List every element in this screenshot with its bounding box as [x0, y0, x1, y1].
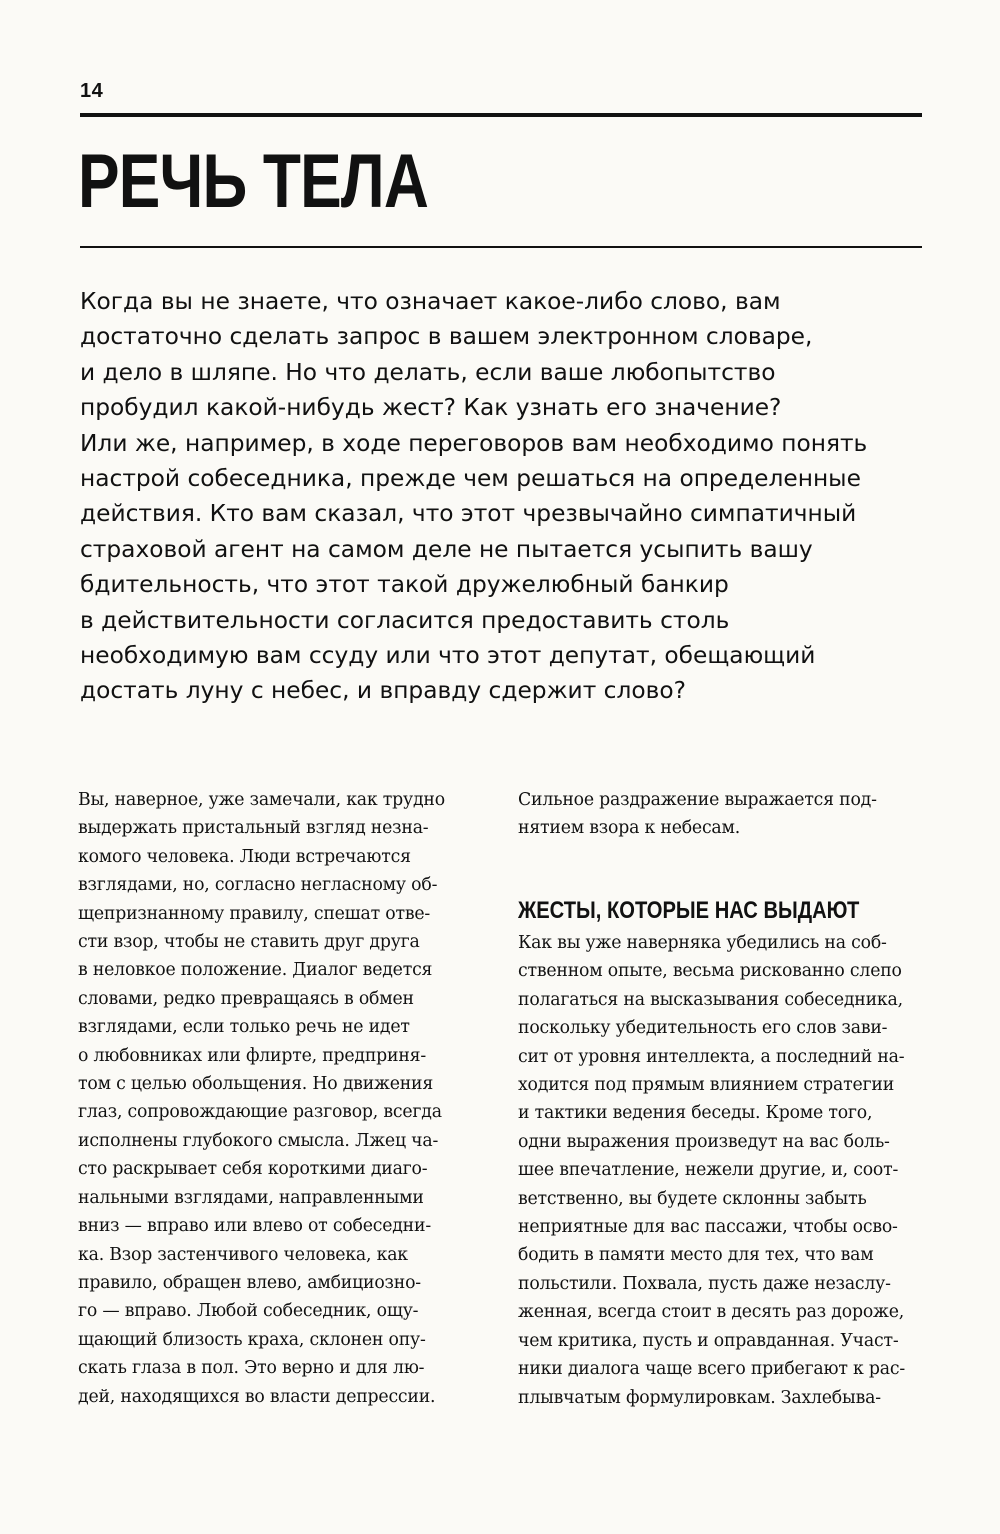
body-line: ники диалога чаще всего прибегают к рас- — [518, 1359, 906, 1380]
body-line: польстили. Похвала, пусть даже незаслу- — [518, 1273, 891, 1294]
left-column-text — [78, 786, 488, 1411]
intro-line: и дело в шляпе. Но что делать, если ваше любопытство — [80, 358, 776, 386]
body-line: глаз, сопровождающие разговор, всегда — [78, 1102, 442, 1123]
body-line: Как вы уже наверняка убедились на соб- — [518, 933, 887, 953]
intro-line: настрой собеседника, прежде чем решаться на определенные — [80, 465, 861, 493]
body-line: ка. Взор застенчивого человека, как — [78, 1244, 408, 1265]
body-line: нятием взора к небесам. — [518, 818, 741, 839]
intro-line: необходимую вам ссуду или что этот депутат, обещающий — [80, 642, 816, 670]
body-line: о любовниках или флирте, предприня- — [78, 1045, 427, 1066]
body-line: сит от уровня интеллекта, а последний на- — [518, 1046, 905, 1067]
body-line: щающий близость краха, склонен опу- — [78, 1329, 426, 1350]
body-line: дей, находящихся во власти депрессии. — [78, 1386, 436, 1407]
body-line: женная, всегда стоит в десять раз дороже, — [518, 1302, 905, 1323]
body-line: ветственно, вы будете склонны забыть — [518, 1188, 867, 1209]
body-line: скать глаза в пол. Это верно и для лю- — [78, 1358, 425, 1379]
body-line: полагаться на высказывания собеседника, — [518, 989, 903, 1010]
intro-line: бдительность, что этот такой дружелюбный банкир — [80, 571, 729, 599]
body-line: и тактики ведения беседы. Кроме того, — [518, 1103, 873, 1124]
header-rule — [80, 113, 922, 117]
body-line: том с целью обольщения. Но движения — [78, 1074, 434, 1095]
body-line: Вы, наверное, уже замечали, как трудно — [78, 790, 445, 810]
body-line: Сильное раздражение выражается под- — [518, 790, 877, 810]
body-line: неприятные для вас пассажи, чтобы осво- — [518, 1217, 898, 1238]
body-line: выдержать пристальный взгляд незна- — [78, 818, 429, 839]
body-line: бодить в памяти место для тех, что вам — [518, 1245, 874, 1266]
intro-line: Когда вы не знаете, что означает какое-либо слово, вам — [80, 288, 781, 315]
body-line: щепризнанному правилу, спешат отве- — [78, 903, 431, 924]
intro-line: действия. Кто вам сказал, что этот чрезвычайно симпатичный — [80, 500, 857, 528]
body-line: сти взор, чтобы не ставить друг друга — [78, 932, 420, 953]
page-number: 14 — [80, 80, 104, 102]
body-line: ходится под прямым влиянием стратегии — [518, 1075, 895, 1096]
body-line: чем критика, пусть и оправданная. Участ- — [518, 1330, 899, 1351]
body-line: сто раскрывает себя короткими диаго- — [78, 1159, 428, 1180]
title-rule — [80, 246, 922, 248]
body-line: словами, редко превращаясь в обмен — [78, 988, 414, 1009]
body-line: ственном опыте, весьма рискованно слепо — [518, 961, 902, 982]
intro-line: в действительности согласится предоставить столь — [80, 606, 730, 634]
body-line: взглядами, если только речь не идет — [78, 1017, 410, 1038]
intro-line: достать луну с небес, и вправду сдержит слово? — [80, 677, 686, 705]
body-line: плывчатым формулировкам. Захлебыва- — [518, 1387, 881, 1408]
body-line: взглядами, но, согласно негласному об- — [78, 875, 438, 896]
body-line: нальными взглядами, направленными — [78, 1187, 424, 1208]
body-line: го — вправо. Любой собеседник, ощу- — [78, 1301, 419, 1322]
intro-line: страховой агент на самом деле не пытается усыпить вашу — [80, 535, 813, 563]
intro-line: достаточно сделать запрос в вашем электронном словаре, — [80, 323, 813, 351]
right-column-body-text — [518, 929, 928, 1412]
body-line: вниз — вправо или влево от собеседни- — [78, 1216, 431, 1237]
right-column-top-text — [518, 786, 928, 843]
body-line: поскольку убедительность его слов зави- — [518, 1018, 888, 1039]
body-line: правило, обращен влево, амбициозно- — [78, 1272, 421, 1293]
section-heading: ЖЕСТЫ, КОТОРЫЕ НАС ВЫДАЮТ — [518, 897, 860, 924]
intro-paragraph — [80, 284, 868, 709]
intro-line: Или же, например, в ходе переговоров вам необходимо понять — [80, 429, 868, 457]
body-line: одни выражения произведут на вас боль- — [518, 1131, 890, 1152]
body-line: комого человека. Люди встречаются — [78, 846, 411, 867]
intro-line: пробудил какой-нибудь жест? Как узнать его значение? — [80, 394, 782, 422]
body-line: шее впечатление, нежели другие, и, соот- — [518, 1160, 899, 1181]
body-line: исполнены глубокого смысла. Лжец ча- — [78, 1130, 439, 1151]
body-line: в неловкое положение. Диалог ведется — [78, 960, 433, 981]
page-title: РЕЧЬ ТЕЛА — [78, 139, 429, 224]
